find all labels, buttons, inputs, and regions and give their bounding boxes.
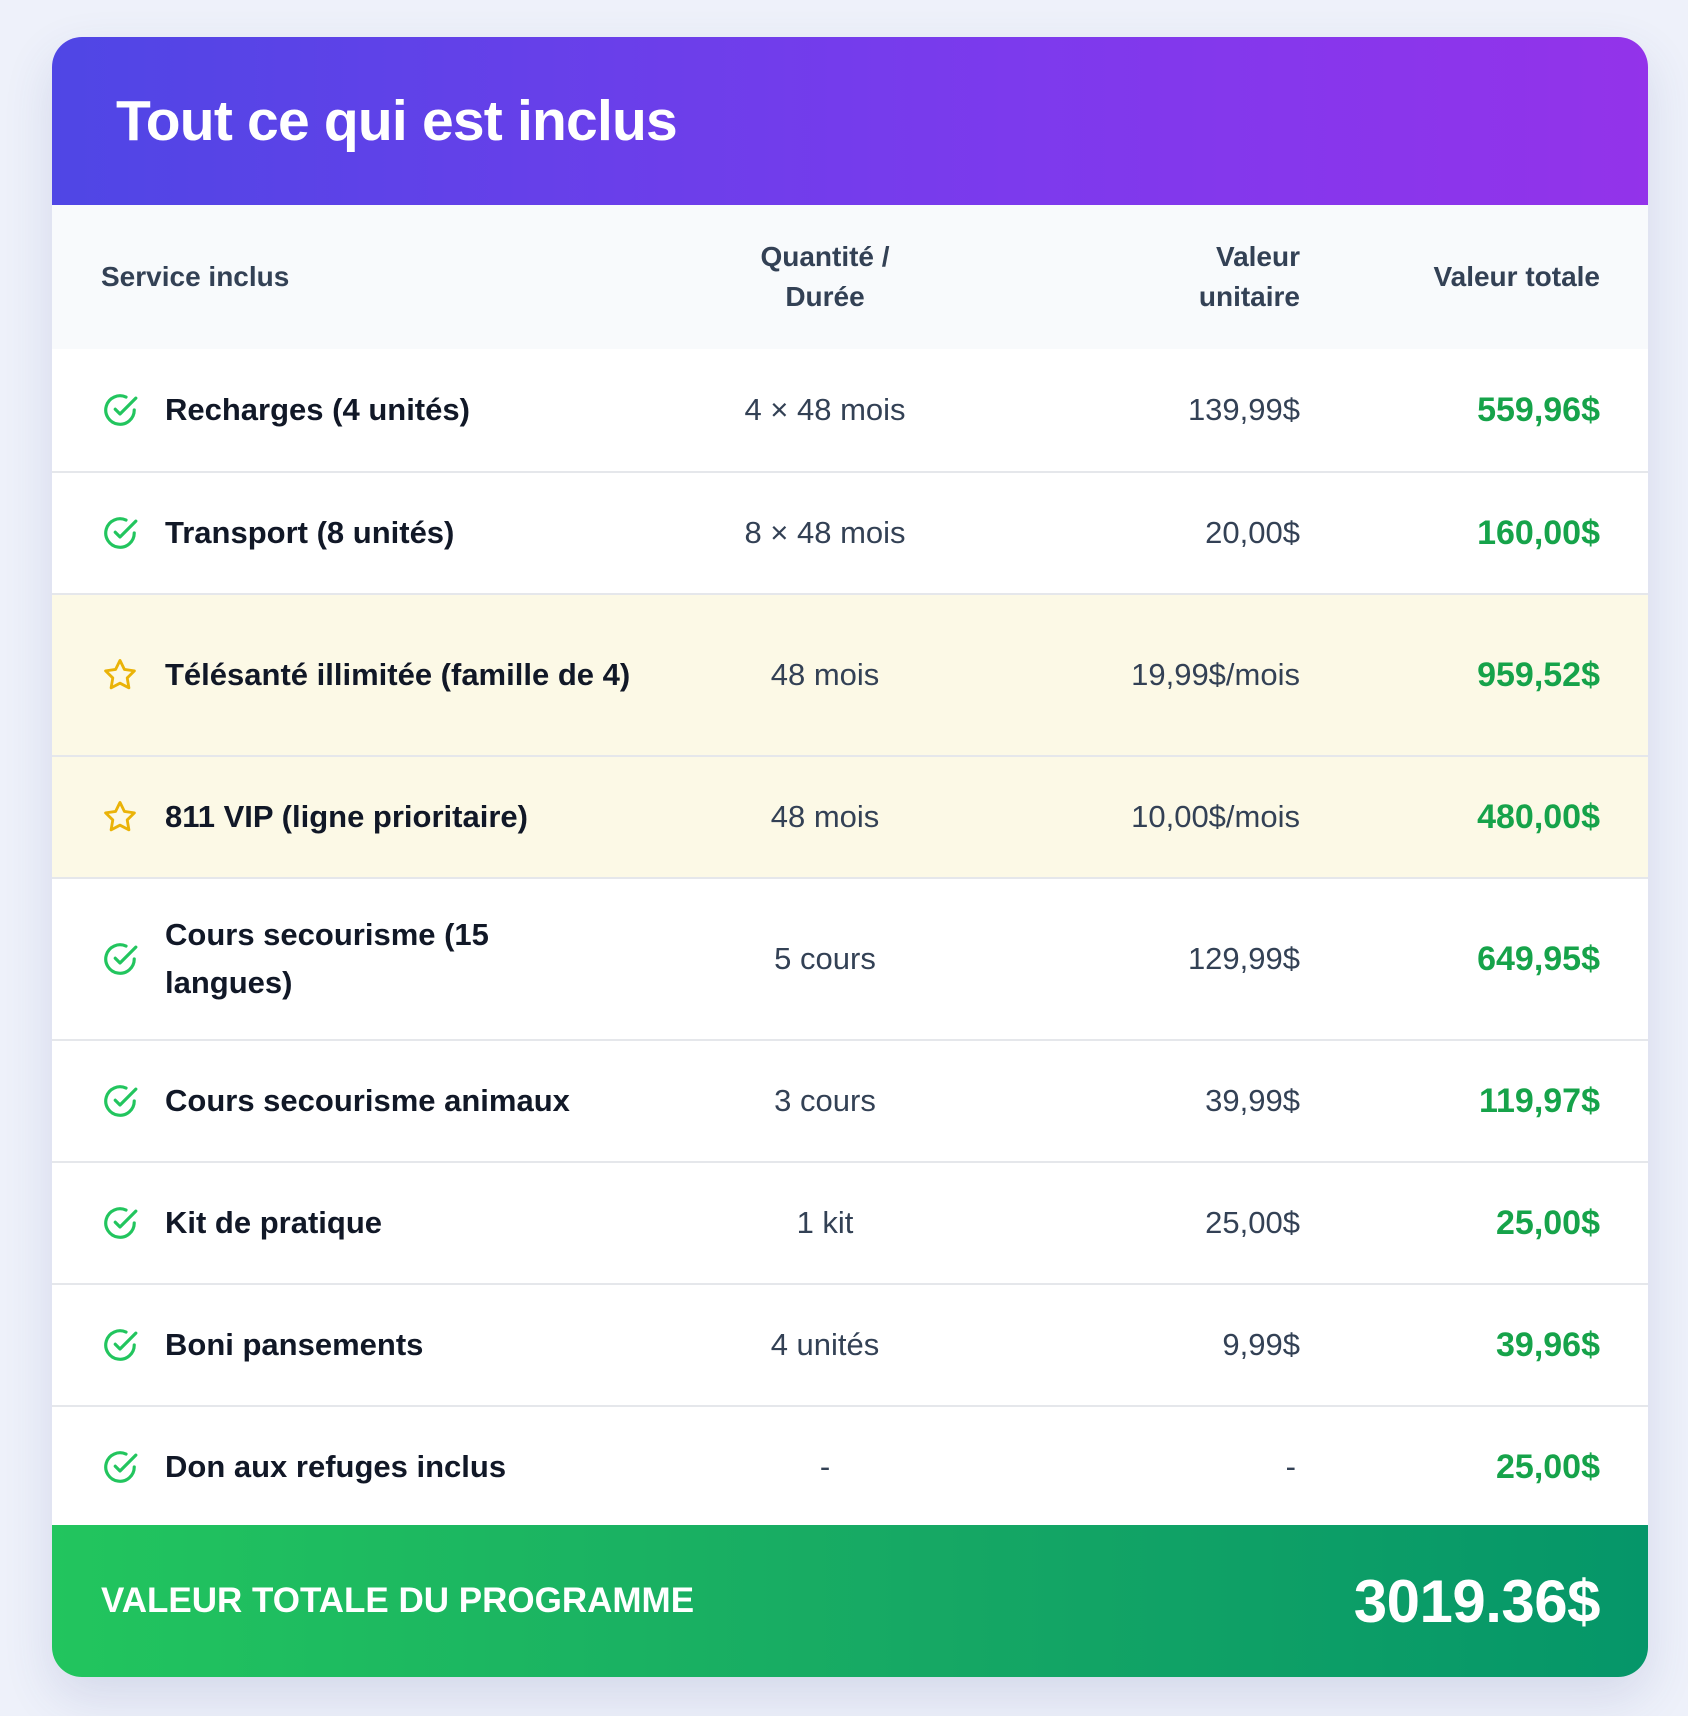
check-circle-icon	[101, 1082, 139, 1120]
total-value-cell: 160,00$	[1477, 513, 1600, 552]
total-value-cell: 39,96$	[1496, 1325, 1600, 1364]
program-total-value: 3019.36$	[1353, 1567, 1600, 1635]
card-header	[52, 37, 1648, 205]
quantity-cell: 4 × 48 mois	[744, 392, 906, 427]
total-value-cell: 25,00$	[1496, 1447, 1600, 1486]
table-row-featured	[52, 593, 1648, 755]
service-name: Cours secourisme animaux	[165, 1083, 570, 1118]
program-total-bar	[52, 1525, 1648, 1677]
service-name: Recharges (4 unités)	[165, 392, 470, 427]
check-circle-icon	[101, 940, 139, 978]
service-name: Kit de pratique	[165, 1205, 383, 1240]
quantity-cell: 48 mois	[770, 657, 880, 692]
total-value-cell: 649,95$	[1477, 939, 1600, 978]
table-row	[52, 349, 1648, 471]
quantity-cell: 3 cours	[774, 1083, 876, 1118]
service-name: Transport (8 unités)	[165, 515, 455, 550]
total-value-cell: 25,00$	[1496, 1203, 1600, 1242]
unit-value-cell: 19,99$/mois	[1131, 657, 1300, 692]
column-header-unit-value: Valeur unitaire	[1198, 241, 1300, 312]
total-value-cell: 119,97$	[1478, 1081, 1600, 1120]
table-row	[52, 1283, 1648, 1405]
unit-value-cell: 39,99$	[1205, 1083, 1300, 1118]
included-services-card	[52, 37, 1648, 1677]
unit-value-cell: -	[1285, 1449, 1296, 1484]
check-circle-icon	[101, 1448, 139, 1486]
check-circle-icon	[101, 1204, 139, 1242]
service-name: Télésanté illimitée (famille de 4)	[165, 657, 631, 692]
quantity-cell: -	[819, 1449, 831, 1484]
total-value-cell: 480,00$	[1477, 797, 1600, 836]
star-icon	[101, 798, 139, 836]
check-circle-icon	[101, 391, 139, 429]
unit-value-cell: 20,00$	[1205, 515, 1300, 550]
unit-value-cell: 10,00$/mois	[1131, 799, 1300, 834]
check-circle-icon	[101, 514, 139, 552]
table-row	[52, 1039, 1648, 1161]
quantity-cell: 5 cours	[774, 941, 876, 976]
service-name: Boni pansements	[165, 1327, 424, 1362]
table-row-featured	[52, 755, 1648, 877]
check-circle-icon	[101, 1326, 139, 1364]
unit-value-cell: 9,99$	[1222, 1327, 1300, 1362]
quantity-cell: 1 kit	[796, 1205, 854, 1240]
service-name: 811 VIP (ligne prioritaire)	[165, 799, 528, 834]
quantity-cell: 8 × 48 mois	[744, 515, 906, 550]
total-value-cell: 559,96$	[1477, 390, 1600, 429]
table-row	[52, 877, 1648, 1039]
unit-value-cell: 139,99$	[1187, 392, 1300, 427]
page-title: Tout ce qui est inclus	[116, 89, 677, 153]
quantity-cell: 4 unités	[770, 1327, 880, 1362]
table-header	[52, 205, 1648, 349]
service-name: Cours secourisme (15 langues)	[165, 917, 489, 1000]
table-row	[52, 1405, 1648, 1527]
program-total-label: VALEUR TOTALE DU PROGRAMME	[101, 1581, 695, 1620]
services-table-body	[52, 349, 1648, 1527]
service-name: Don aux refuges inclus	[165, 1449, 507, 1484]
star-icon	[101, 656, 139, 694]
unit-value-cell: 129,99$	[1187, 941, 1300, 976]
table-row	[52, 1161, 1648, 1283]
quantity-cell: 48 mois	[770, 799, 880, 834]
column-header-total-value: Valeur totale	[1433, 261, 1600, 292]
column-header-service: Service inclus	[101, 261, 290, 292]
column-header-quantity: Quantité / Durée	[760, 241, 890, 312]
total-value-cell: 959,52$	[1477, 655, 1600, 694]
table-row	[52, 471, 1648, 593]
unit-value-cell: 25,00$	[1205, 1205, 1300, 1240]
